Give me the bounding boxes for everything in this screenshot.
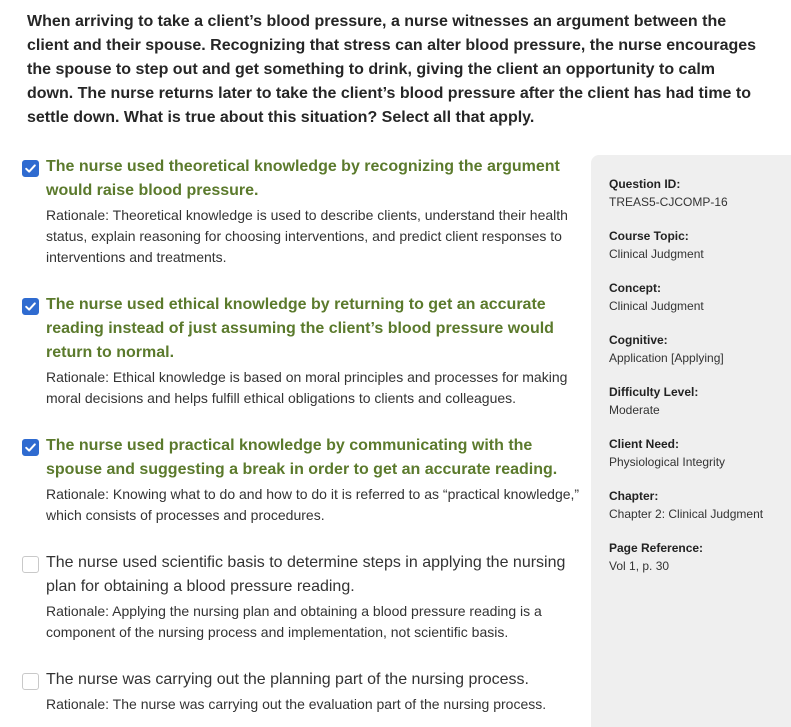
meta-course-topic <box>609 227 781 263</box>
meta-label: Cognitive: <box>609 333 668 347</box>
meta-value: Chapter 2: Clinical Judgment <box>609 507 764 521</box>
meta-chapter <box>609 487 781 523</box>
meta-cognitive <box>609 331 781 367</box>
option-4-rationale: Rationale: Applying the nursing plan and obtaining a blood pressure reading is a component of the nursing process and implementation, not scientific basis. <box>46 603 542 640</box>
meta-label: Page Reference: <box>609 541 704 555</box>
option-3-text: The nurse used practical knowledge by communicating with the spouse and suggesting a break in order to get an accurate reading. <box>46 437 558 478</box>
meta-label: Client Need: <box>609 437 680 451</box>
meta-value: Moderate <box>609 403 660 417</box>
meta-value: TREAS5-CJCOMP-16 <box>609 195 728 209</box>
option-1-checkbox[interactable] <box>22 160 39 177</box>
answer-options <box>22 155 582 715</box>
option-3-checkbox[interactable] <box>22 439 39 456</box>
option-5 <box>22 668 582 715</box>
meta-value: Clinical Judgment <box>609 247 704 261</box>
meta-page-reference <box>609 539 781 575</box>
meta-question-id <box>609 175 781 211</box>
option-5-text: The nurse was carrying out the planning part of the nursing process. <box>46 671 529 688</box>
option-4-text: The nurse used scientific basis to determine steps in applying the nursing plan for obtaining a blood pressure reading. <box>46 554 566 595</box>
option-1-text: The nurse used theoretical knowledge by recognizing the argument would raise blood pressure. <box>46 158 560 199</box>
checkmark-icon <box>23 299 38 314</box>
option-2-checkbox[interactable] <box>22 298 39 315</box>
meta-value: Clinical Judgment <box>609 299 704 313</box>
option-1-rationale: Rationale: Theoretical knowledge is used to describe clients, understand their health status, explain reasoning for choosing interventions, and predict client responses to interventions and treatments. <box>46 207 568 265</box>
option-4-checkbox[interactable] <box>22 556 39 573</box>
meta-concept <box>609 279 781 315</box>
question-metadata-panel <box>591 155 791 727</box>
option-5-checkbox[interactable] <box>22 673 39 690</box>
option-3-rationale: Rationale: Knowing what to do and how to do it is referred to as “practical knowledge,” which consists of processes and procedures. <box>46 486 580 523</box>
meta-label: Concept: <box>609 281 661 295</box>
option-4 <box>22 551 582 668</box>
option-1 <box>22 155 582 293</box>
option-5-rationale: Rationale: The nurse was carrying out the evaluation part of the nursing process. <box>46 696 547 712</box>
question-stem: When arriving to take a client’s blood pressure, a nurse witnesses an argument between the client and their spouse. Recognizing that stress can alter blood pressure, the nurse encourages the spouse to step out and get something to drink, giving the client an opportunity to calm down. The nurse returns later to take the client’s blood pressure after the client has had time to settle down. What is true about this situation? Select all that apply. <box>27 13 757 126</box>
meta-value: Vol 1, p. 30 <box>609 559 670 573</box>
option-3 <box>22 434 582 551</box>
meta-value: Physiological Integrity <box>609 455 726 469</box>
meta-label: Question ID: <box>609 177 681 191</box>
meta-client-need <box>609 435 781 471</box>
meta-label: Course Topic: <box>609 229 689 243</box>
checkmark-icon <box>23 440 38 455</box>
option-2 <box>22 293 582 434</box>
option-2-text: The nurse used ethical knowledge by returning to get an accurate reading instead of just assuming the client’s blood pressure would return to normal. <box>46 296 554 361</box>
meta-label: Chapter: <box>609 489 659 503</box>
meta-difficulty <box>609 383 781 419</box>
meta-label: Difficulty Level: <box>609 385 699 399</box>
meta-value: Application [Applying] <box>609 351 724 365</box>
option-2-rationale: Rationale: Ethical knowledge is based on moral principles and processes for making moral decisions and helps fulfill ethical obligations to clients and colleagues. <box>46 369 568 406</box>
checkmark-icon <box>23 161 38 176</box>
